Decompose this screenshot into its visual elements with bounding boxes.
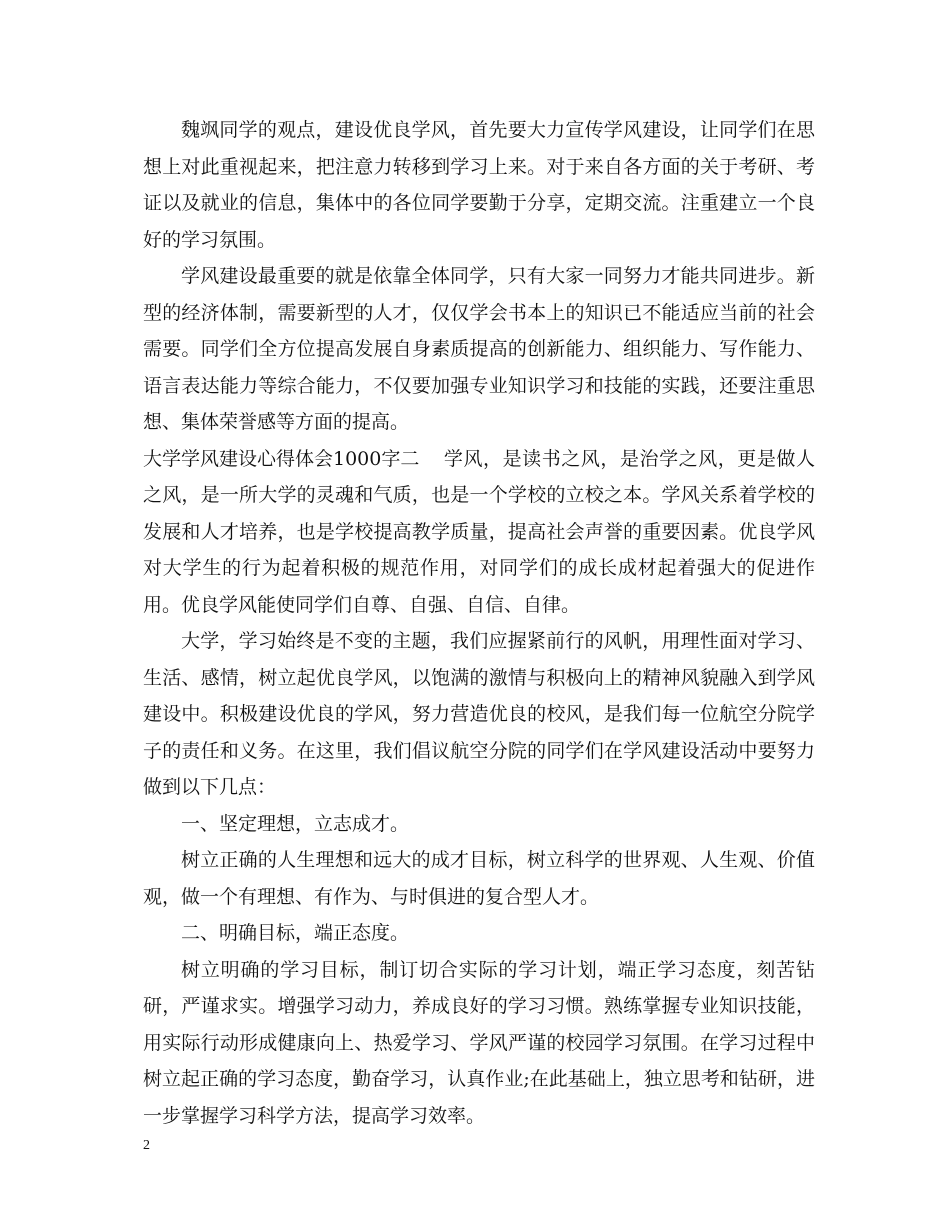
page-number: 2: [143, 1138, 150, 1153]
section-heading: 大学学风建设心得体会1000字二: [143, 447, 420, 470]
list-heading: 二、明确目标，端正态度。: [181, 922, 410, 944]
paragraph: 学风建设最重要的就是依靠全体同学，只有大家一同努力才能共同进步。新型的经济体制，需要新型的人才，仅仅学会书本上的知识已不能适应当前的社会需要。同学们全方位提高发展自身素质提高的创新能力、组织能力、写作能力、语言表达能力等综合能力，不仅要加强专业知识学习和技能的实践，还要注重思想、集体荣誉感等方面的提高。: [143, 265, 815, 433]
paragraph: 魏飒同学的观点，建设优良学风，首先要大力宣传学风建设，让同学们在思想上对此重视起来，把注意力转移到学习上来。对于来自各方面的关于考研、考证以及就业的信息，集体中的各位同学要勤于分享，定期交流。注重建立一个良好的学习氛围。: [143, 119, 815, 251]
paragraph: 树立明确的学习目标，制订切合实际的学习计划，端正学习态度，刻苦钻研，严谨求实。增强学习动力，养成良好的学习习惯。熟练掌握专业知识技能，用实际行动形成健康向上、热爱学习、学风严谨的校园学习氛围。在学习过程中树立起正确的学习态度，勤奋学习，认真作业;在此基础上，独立思考和钻研，进一步掌握学习科学方法，提高学习效率。: [143, 958, 815, 1127]
document-body: [143, 112, 815, 1134]
section-paragraph: [143, 441, 815, 624]
list-heading: 一、坚定理想，立志成才。: [181, 812, 410, 835]
section-first-paragraph-text: 学风，是读书之风，是治学之风，更是做人之风，是一所大学的灵魂和气质，也是一个学校的立校之本。学风关系着学校的发展和人才培养，也是学校提高教学质量，提高社会声誉的重要因素。优良学风对大学生的行为起着积极的规范作用，对同学们的成长成材起着强大的促进作用。优良学风能使同学们自尊、自强、自信、自律。: [143, 447, 815, 616]
paragraph: 大学，学习始终是不变的主题，我们应握紧前行的风帆，用理性面对学习、生活、感情，树立起优良学风，以饱满的激情与积极向上的精神风貌融入到学风建设中。积极建设优良的学风，努力营造优良的校风，是我们每一位航空分院学子的责任和义务。在这里，我们倡议航空分院的同学们在学风建设活动中要努力做到以下几点：: [143, 630, 815, 798]
paragraph: 树立正确的人生理想和远大的成才目标，树立科学的世界观、人生观、价值观，做一个有理想、有作为、与时俱进的复合型人才。: [143, 849, 815, 908]
